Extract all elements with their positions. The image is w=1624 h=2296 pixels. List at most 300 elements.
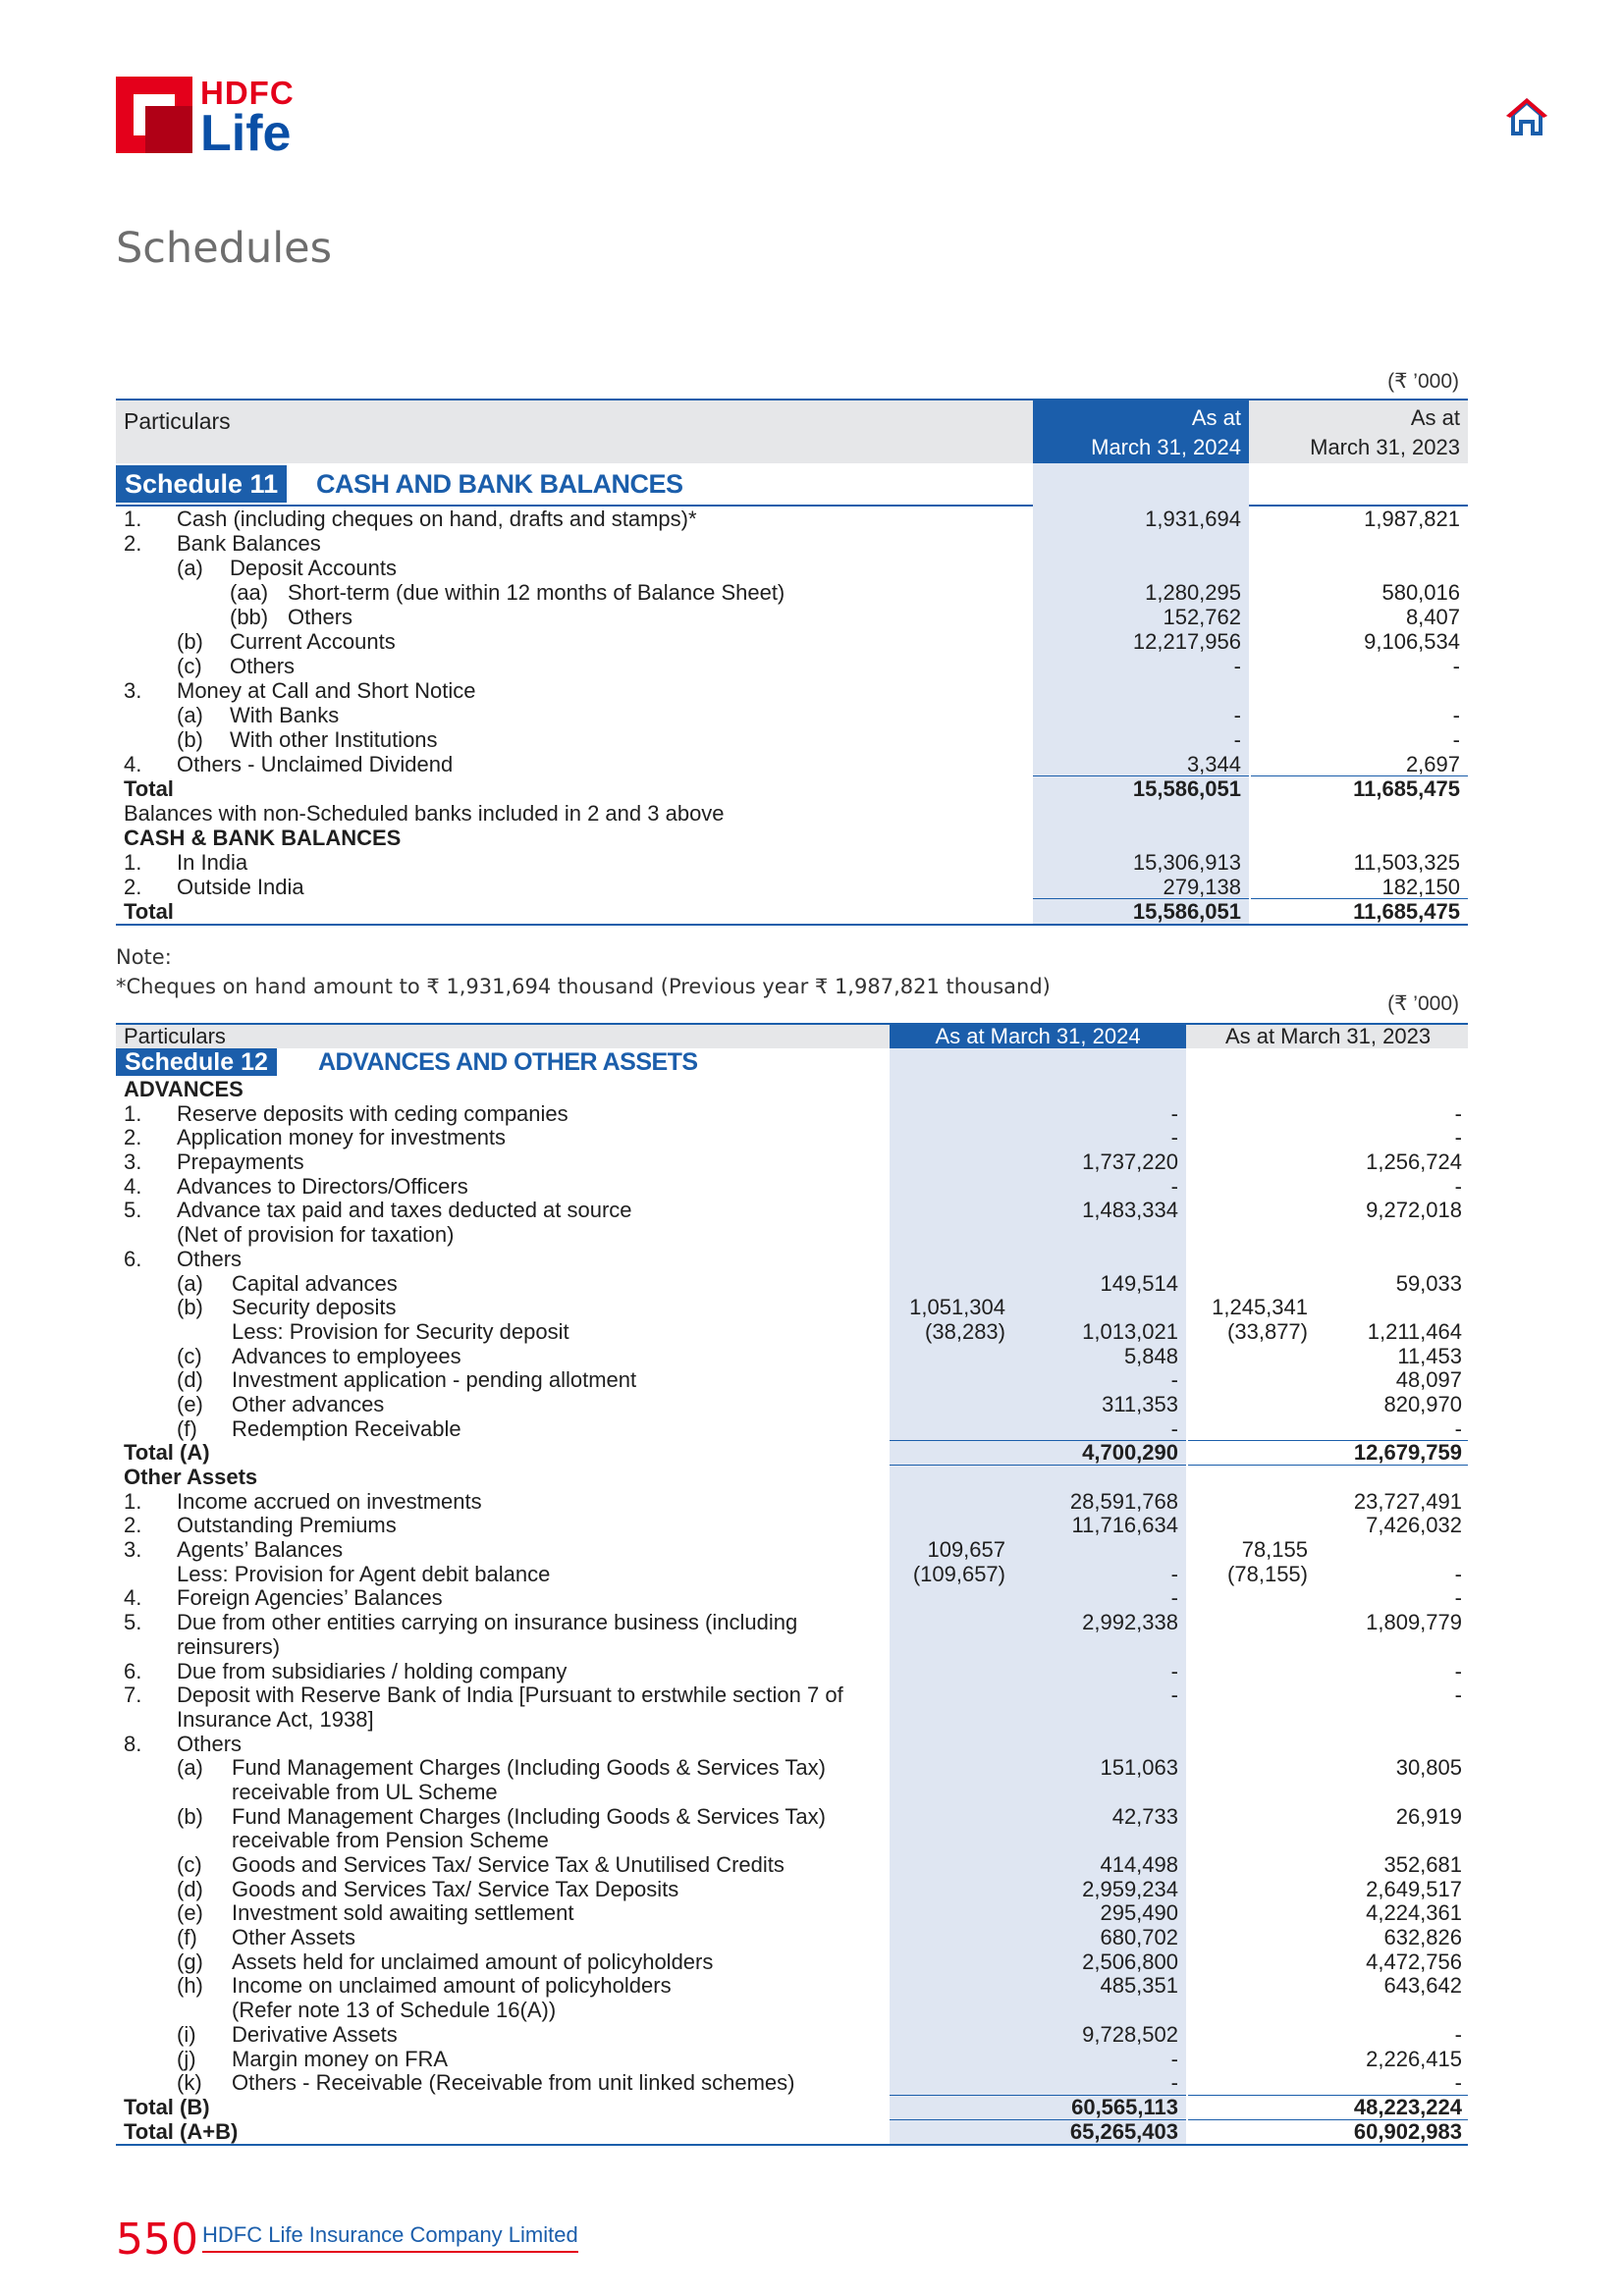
- row-number: (b): [177, 629, 203, 654]
- unit-label-2: (₹ ’000): [1387, 992, 1459, 1015]
- row-label: Investment application - pending allotment: [232, 1367, 637, 1393]
- row-number: (g): [177, 1949, 203, 1974]
- value-2024: -: [1170, 1682, 1178, 1708]
- row-label: Capital advances: [232, 1270, 398, 1296]
- row-number: (d): [177, 1367, 203, 1393]
- value-2023: 2,226,415: [1366, 2046, 1462, 2071]
- value-2024: -: [1170, 1585, 1178, 1611]
- value-2023: 8,407: [1405, 605, 1460, 629]
- value-2024: 65,265,403: [1069, 2118, 1178, 2144]
- value-2024: 2,959,234: [1082, 1876, 1178, 1901]
- value-2023: 4,472,756: [1366, 1949, 1462, 1974]
- row-label: Other Assets: [124, 1465, 258, 1489]
- row-label: receivable from UL Scheme: [232, 1779, 498, 1804]
- note-block: [116, 942, 1051, 1001]
- row-label: Agents’ Balances: [177, 1537, 344, 1563]
- row-number: (c): [177, 654, 202, 678]
- column-shade: [890, 1223, 1186, 1248]
- value-2024: 311,353: [1102, 1391, 1178, 1416]
- logo-text-life: Life: [200, 105, 292, 162]
- logo-mark: [116, 77, 192, 153]
- value-2024: 15,586,051: [1132, 899, 1241, 924]
- total-rule: [116, 924, 1468, 926]
- table-row: [116, 1901, 1468, 1926]
- value-2023: 182,150: [1381, 875, 1460, 899]
- unit-label: (₹ ’000): [1387, 370, 1459, 393]
- table-row: [116, 1683, 1468, 1708]
- subvalue-2023: 1,245,341: [1212, 1295, 1308, 1320]
- table-row: [116, 1805, 1468, 1830]
- schedule-11-table: [116, 399, 1468, 924]
- value-2023: 580,016: [1381, 580, 1460, 605]
- value-2024: -: [1170, 2070, 1178, 2096]
- row-label: Assets held for unclaimed amount of policyholders: [232, 1949, 714, 1974]
- row-label: Investment sold awaiting settlement: [232, 1900, 574, 1926]
- row-label: Insurance Act, 1938]: [177, 1706, 374, 1732]
- value-2024: 279,138: [1163, 875, 1241, 899]
- row-label: Security deposits: [232, 1295, 397, 1320]
- note-text: *Cheques on hand amount to ₹ 1,931,694 thousand (Previous year ₹ 1,987,821 thousand): [116, 975, 1051, 998]
- row-label: With Banks: [230, 703, 340, 727]
- table-row: [116, 1563, 1468, 1587]
- header-col-2023: As at March 31, 2023: [1310, 405, 1460, 459]
- table-row: [116, 1490, 1468, 1515]
- column-shade: [890, 1635, 1186, 1660]
- schedule-badge: Schedule 11: [116, 465, 287, 503]
- row-label: Cash (including cheques on hand, drafts and stamps)*: [177, 507, 697, 531]
- row-label: Advances to employees: [232, 1343, 461, 1368]
- table-row: [116, 678, 1468, 703]
- value-2024: -: [1170, 1658, 1178, 1683]
- value-2024: 3,344: [1186, 752, 1241, 776]
- value-2024: 28,591,768: [1069, 1488, 1178, 1514]
- value-2023: -: [1454, 1173, 1462, 1199]
- value-2023: 9,272,018: [1366, 1198, 1462, 1223]
- note-label: Note:: [116, 945, 172, 969]
- schedule-11-rows: [116, 507, 1468, 924]
- value-2023: 23,727,491: [1353, 1488, 1462, 1514]
- schedule-badge: Schedule 12: [116, 1048, 277, 1076]
- table-row: [116, 531, 1468, 556]
- row-number: 6.: [124, 1658, 142, 1683]
- value-2023: 11,453: [1397, 1343, 1462, 1368]
- value-2023: -: [1454, 2021, 1462, 2047]
- row-number: 6.: [124, 1246, 142, 1271]
- table-row: [116, 1320, 1468, 1345]
- value-2024: 1,931,694: [1145, 507, 1241, 531]
- row-number: (c): [177, 1852, 202, 1877]
- table-row: [116, 776, 1468, 801]
- table-row: [116, 1368, 1468, 1393]
- table-row: [116, 1345, 1468, 1369]
- row-label: Deposit Accounts: [230, 556, 397, 580]
- row-label: Total (B): [124, 2094, 210, 2119]
- table-row: [116, 752, 1468, 776]
- table-row: [116, 1635, 1468, 1660]
- header-particulars: Particulars: [124, 408, 231, 434]
- row-label: Fund Management Charges (Including Goods & Services Tax): [232, 1803, 826, 1829]
- row-number: 2.: [124, 531, 142, 556]
- header-col-2024: As at March 31, 2024: [1033, 400, 1249, 463]
- table-row: [116, 1853, 1468, 1878]
- value-2023: 48,223,224: [1353, 2094, 1462, 2119]
- value-2023: 12,679,759: [1353, 1440, 1462, 1466]
- value-2024: -: [1170, 1100, 1178, 1126]
- table-row: [116, 654, 1468, 678]
- row-number: (b): [177, 1803, 203, 1829]
- row-number: (f): [177, 1415, 197, 1441]
- row-number: 2.: [124, 1513, 142, 1538]
- page-title: Schedules: [116, 224, 332, 273]
- value-2024: 11,716,634: [1071, 1513, 1178, 1538]
- row-number: (k): [177, 2070, 202, 2096]
- row-label: Others - Receivable (Receivable from unit linked schemes): [232, 2070, 795, 2096]
- table-row: [116, 2071, 1468, 2096]
- row-number: (aa): [230, 580, 269, 605]
- value-2023: 11,503,325: [1353, 850, 1460, 875]
- table-row: [116, 1199, 1468, 1223]
- table-row: [116, 1466, 1468, 1490]
- row-label: Others: [177, 1731, 243, 1756]
- value-2024: 4,700,290: [1082, 1440, 1178, 1466]
- row-number: 1.: [124, 1100, 142, 1126]
- schedule-title: CASH AND BANK BALANCES: [316, 469, 683, 499]
- row-number: 5.: [124, 1198, 142, 1223]
- table-row: [116, 1756, 1468, 1781]
- value-2023: 11,685,475: [1353, 776, 1460, 801]
- table-row: [116, 1441, 1468, 1466]
- value-2023: 632,826: [1383, 1925, 1462, 1950]
- row-label: Advances to Directors/Officers: [177, 1173, 468, 1199]
- value-2023: -: [1454, 1125, 1462, 1150]
- column-shade: [1033, 531, 1249, 556]
- value-2023: 1,809,779: [1366, 1610, 1462, 1635]
- row-label: Total (A+B): [124, 2118, 239, 2144]
- value-2023: 26,919: [1395, 1803, 1462, 1829]
- table-row: [116, 1248, 1468, 1272]
- row-label: With other Institutions: [230, 727, 438, 752]
- row-number: 7.: [124, 1682, 142, 1708]
- table-row: [116, 1150, 1468, 1175]
- value-2024: 60,565,113: [1071, 2094, 1178, 2119]
- column-shade: [890, 1466, 1186, 1490]
- table-row: [116, 1829, 1468, 1853]
- row-label: Due from other entities carrying on insurance business (including: [177, 1610, 798, 1635]
- value-2023: 1,256,724: [1366, 1149, 1462, 1175]
- row-label: Goods and Services Tax/ Service Tax & Unutilised Credits: [232, 1852, 785, 1877]
- hdfc-life-logo: [116, 75, 302, 162]
- table-row: [116, 1781, 1468, 1805]
- table-row: [116, 1126, 1468, 1150]
- table-row: [116, 1878, 1468, 1902]
- value-2024: -: [1233, 703, 1241, 727]
- row-number: 4.: [124, 1173, 142, 1199]
- value-2023: -: [1452, 703, 1460, 727]
- row-label: ADVANCES: [124, 1077, 244, 1101]
- table-row: [116, 1950, 1468, 1975]
- column-shade: [890, 1733, 1186, 1757]
- row-label: Fund Management Charges (Including Goods & Services Tax): [232, 1755, 826, 1781]
- table-row: [116, 1393, 1468, 1417]
- table-row: [116, 605, 1468, 629]
- subvalue-2024: 1,051,304: [909, 1295, 1005, 1320]
- value-2024: 485,351: [1100, 1973, 1178, 1999]
- value-2023: 2,649,517: [1366, 1876, 1462, 1901]
- value-2023: -: [1452, 727, 1460, 752]
- row-label: Reserve deposits with ceding companies: [177, 1100, 568, 1126]
- row-label: In India: [177, 850, 248, 875]
- value-2024: -: [1170, 1173, 1178, 1199]
- value-2024: 414,498: [1100, 1852, 1178, 1877]
- row-label: Income on unclaimed amount of policyholders: [232, 1973, 672, 1999]
- schedule-title-bar: [116, 1048, 1468, 1078]
- subvalue-2024: (109,657): [912, 1561, 1005, 1586]
- table-header: [116, 399, 1468, 463]
- value-2024: -: [1233, 727, 1241, 752]
- column-shade: [890, 1078, 1186, 1102]
- row-label: Other advances: [232, 1391, 385, 1416]
- footer-company-name: HDFC Life Insurance Company Limited: [202, 2222, 578, 2253]
- row-label: Outside India: [177, 875, 304, 899]
- home-icon[interactable]: [1504, 96, 1549, 137]
- value-2024: 9,728,502: [1082, 2021, 1178, 2047]
- value-2024: 149,514: [1100, 1270, 1178, 1296]
- table-row: [116, 2048, 1468, 2072]
- header-col-2024: As at March 31, 2024: [890, 1025, 1186, 1048]
- table-row: [116, 580, 1468, 605]
- value-2023: 820,970: [1383, 1391, 1462, 1416]
- table-row: [116, 2023, 1468, 2048]
- row-number: 2.: [124, 1125, 142, 1150]
- table-row: [116, 629, 1468, 654]
- value-2024: 5,848: [1123, 1343, 1178, 1368]
- row-number: 2.: [124, 875, 142, 899]
- value-2023: 7,426,032: [1366, 1513, 1462, 1538]
- row-number: 3.: [124, 1149, 142, 1175]
- value-2023: -: [1454, 1585, 1462, 1611]
- table-row: [116, 1586, 1468, 1611]
- row-number: 3.: [124, 678, 142, 703]
- value-2024: 2,506,800: [1082, 1949, 1178, 1974]
- row-number: (a): [177, 703, 203, 727]
- row-label: Total: [124, 776, 174, 801]
- row-number: (a): [177, 556, 203, 580]
- value-2024: -: [1170, 1125, 1178, 1150]
- value-2023: 11,685,475: [1353, 899, 1460, 924]
- value-2023: -: [1452, 654, 1460, 678]
- table-row: [116, 1733, 1468, 1757]
- column-shade: [1033, 801, 1249, 826]
- row-label: Advance tax paid and taxes deducted at source: [177, 1198, 632, 1223]
- row-number: 1.: [124, 850, 142, 875]
- table-row: [116, 826, 1468, 850]
- table-row: [116, 1272, 1468, 1297]
- value-2024: -: [1170, 2046, 1178, 2071]
- value-2023: -: [1454, 1100, 1462, 1126]
- value-2024: 295,490: [1100, 1900, 1178, 1926]
- column-shade: [890, 1248, 1186, 1272]
- row-number: (b): [177, 1295, 203, 1320]
- page-number: 550: [116, 2215, 198, 2265]
- table-row: [116, 1926, 1468, 1950]
- row-label: Short-term (due within 12 months of Balance Sheet): [288, 580, 785, 605]
- row-label: Balances with non-Scheduled banks included in 2 and 3 above: [124, 801, 725, 826]
- value-2024: 15,306,913: [1132, 850, 1241, 875]
- row-number: 1.: [124, 507, 142, 531]
- value-2023: 48,097: [1395, 1367, 1462, 1393]
- value-2024: 12,217,956: [1132, 629, 1241, 654]
- column-shade: [1033, 678, 1249, 703]
- table-row: [116, 1296, 1468, 1320]
- value-2024: -: [1170, 1367, 1178, 1393]
- table-row: [116, 1078, 1468, 1102]
- logo-text-hdfc: HDFC: [200, 75, 295, 111]
- table-row: [116, 850, 1468, 875]
- value-2023: -: [1454, 1658, 1462, 1683]
- row-number: 3.: [124, 1537, 142, 1563]
- table-row: [116, 507, 1468, 531]
- subvalue-2023: 78,155: [1241, 1537, 1308, 1563]
- table-row: [116, 1660, 1468, 1684]
- subvalue-2023: (78,155): [1227, 1561, 1308, 1586]
- value-2023: 1,211,464: [1367, 1318, 1462, 1344]
- row-label: Outstanding Premiums: [177, 1513, 397, 1538]
- column-shade: [890, 1781, 1186, 1805]
- schedule-12-table: [116, 1023, 1468, 2144]
- row-label: Deposit with Reserve Bank of India [Pursuant to erstwhile section 7 of: [177, 1682, 843, 1708]
- row-number: (b): [177, 727, 203, 752]
- table-row: [116, 1223, 1468, 1248]
- value-2023: -: [1454, 2070, 1462, 2096]
- column-shade: [890, 1999, 1186, 2023]
- schedule-title: ADVANCES AND OTHER ASSETS: [318, 1048, 698, 1076]
- row-label: Others: [288, 605, 353, 629]
- column-shade: [890, 1708, 1186, 1733]
- table-row: [116, 1417, 1468, 1442]
- row-label: Foreign Agencies’ Balances: [177, 1585, 443, 1611]
- table-row: [116, 1708, 1468, 1733]
- table-row: [116, 1102, 1468, 1127]
- table-row: [116, 1999, 1468, 2023]
- column-shade: [890, 1829, 1186, 1853]
- row-label: receivable from Pension Scheme: [232, 1828, 549, 1853]
- table-row: [116, 2096, 1468, 2120]
- row-number: (h): [177, 1973, 203, 1999]
- table-row: [116, 1611, 1468, 1635]
- row-label: Current Accounts: [230, 629, 396, 654]
- table-row: [116, 1974, 1468, 1999]
- header-particulars: Particulars: [124, 1024, 226, 1048]
- table-row: [116, 1175, 1468, 1200]
- row-label: Others: [177, 1246, 243, 1271]
- row-number: 8.: [124, 1731, 142, 1756]
- row-label: Money at Call and Short Notice: [177, 678, 476, 703]
- value-2023: -: [1454, 1561, 1462, 1586]
- table-row: [116, 1514, 1468, 1538]
- value-2023: 30,805: [1395, 1755, 1462, 1781]
- value-2024: 1,013,021: [1082, 1318, 1178, 1344]
- row-number: 1.: [124, 1488, 142, 1514]
- row-label: (Refer note 13 of Schedule 16(A)): [232, 1998, 557, 2023]
- row-number: (f): [177, 1925, 197, 1950]
- row-number: (a): [177, 1270, 203, 1296]
- row-number: (bb): [230, 605, 269, 629]
- subvalue-2024: (38,283): [925, 1318, 1005, 1344]
- row-label: Prepayments: [177, 1149, 304, 1175]
- table-row: [116, 556, 1468, 580]
- value-2024: -: [1170, 1415, 1178, 1441]
- value-2023: 2,697: [1405, 752, 1460, 776]
- row-number: (i): [177, 2021, 196, 2047]
- value-2024: 151,063: [1100, 1755, 1178, 1781]
- row-label: Income accrued on investments: [177, 1488, 482, 1514]
- row-label: Due from subsidiaries / holding company: [177, 1658, 568, 1683]
- column-shade: [1033, 826, 1249, 850]
- row-label: Redemption Receivable: [232, 1415, 461, 1441]
- table-row: [116, 899, 1468, 924]
- row-label: Derivative Assets: [232, 2021, 398, 2047]
- value-2024: 680,702: [1100, 1925, 1178, 1950]
- table-row: [116, 1538, 1468, 1563]
- table-row: [116, 727, 1468, 752]
- value-2023: 60,902,983: [1353, 2118, 1462, 2144]
- row-label: Others: [230, 654, 296, 678]
- row-number: (j): [177, 2046, 196, 2071]
- value-2023: 643,642: [1383, 1973, 1462, 1999]
- table-row: [116, 801, 1468, 826]
- row-number: 4.: [124, 752, 142, 776]
- value-2024: 42,733: [1111, 1803, 1178, 1829]
- row-label: Application money for investments: [177, 1125, 507, 1150]
- schedule-12-rows: [116, 1078, 1468, 2144]
- row-label: Others - Unclaimed Dividend: [177, 752, 454, 776]
- header-col-2023: As at March 31, 2023: [1224, 1024, 1432, 1048]
- schedule-title-bar: [116, 463, 1468, 507]
- value-2023: -: [1454, 1415, 1462, 1441]
- row-number: 5.: [124, 1610, 142, 1635]
- value-2024: 15,586,051: [1132, 776, 1241, 801]
- value-2023: -: [1454, 1682, 1462, 1708]
- value-2024: 1,280,295: [1145, 580, 1241, 605]
- total-rule: [116, 2144, 1468, 2146]
- row-label: CASH & BANK BALANCES: [124, 826, 402, 850]
- value-2023: 1,987,821: [1364, 507, 1460, 531]
- row-label: (Net of provision for taxation): [177, 1222, 455, 1248]
- row-label: reinsurers): [177, 1633, 281, 1659]
- value-2024: 152,762: [1163, 605, 1241, 629]
- value-2024: -: [1170, 1561, 1178, 1586]
- value-2023: 9,106,534: [1364, 629, 1460, 654]
- value-2023: 352,681: [1383, 1852, 1462, 1877]
- value-2024: 1,737,220: [1082, 1149, 1178, 1175]
- row-number: (d): [177, 1876, 203, 1901]
- value-2024: 2,992,338: [1082, 1610, 1178, 1635]
- table-row: [116, 875, 1468, 899]
- table-header: [116, 1023, 1468, 1048]
- row-label: Goods and Services Tax/ Service Tax Deposits: [232, 1876, 679, 1901]
- row-number: 4.: [124, 1585, 142, 1611]
- row-label: Less: Provision for Agent debit balance: [177, 1561, 551, 1586]
- row-number: (c): [177, 1343, 202, 1368]
- row-number: (a): [177, 1755, 203, 1781]
- row-number: (e): [177, 1391, 203, 1416]
- row-label: Total: [124, 899, 174, 924]
- row-label: Other Assets: [232, 1925, 355, 1950]
- value-2024: -: [1233, 654, 1241, 678]
- subvalue-2023: (33,877): [1227, 1318, 1308, 1344]
- row-label: Bank Balances: [177, 531, 321, 556]
- row-label: Total (A): [124, 1440, 210, 1466]
